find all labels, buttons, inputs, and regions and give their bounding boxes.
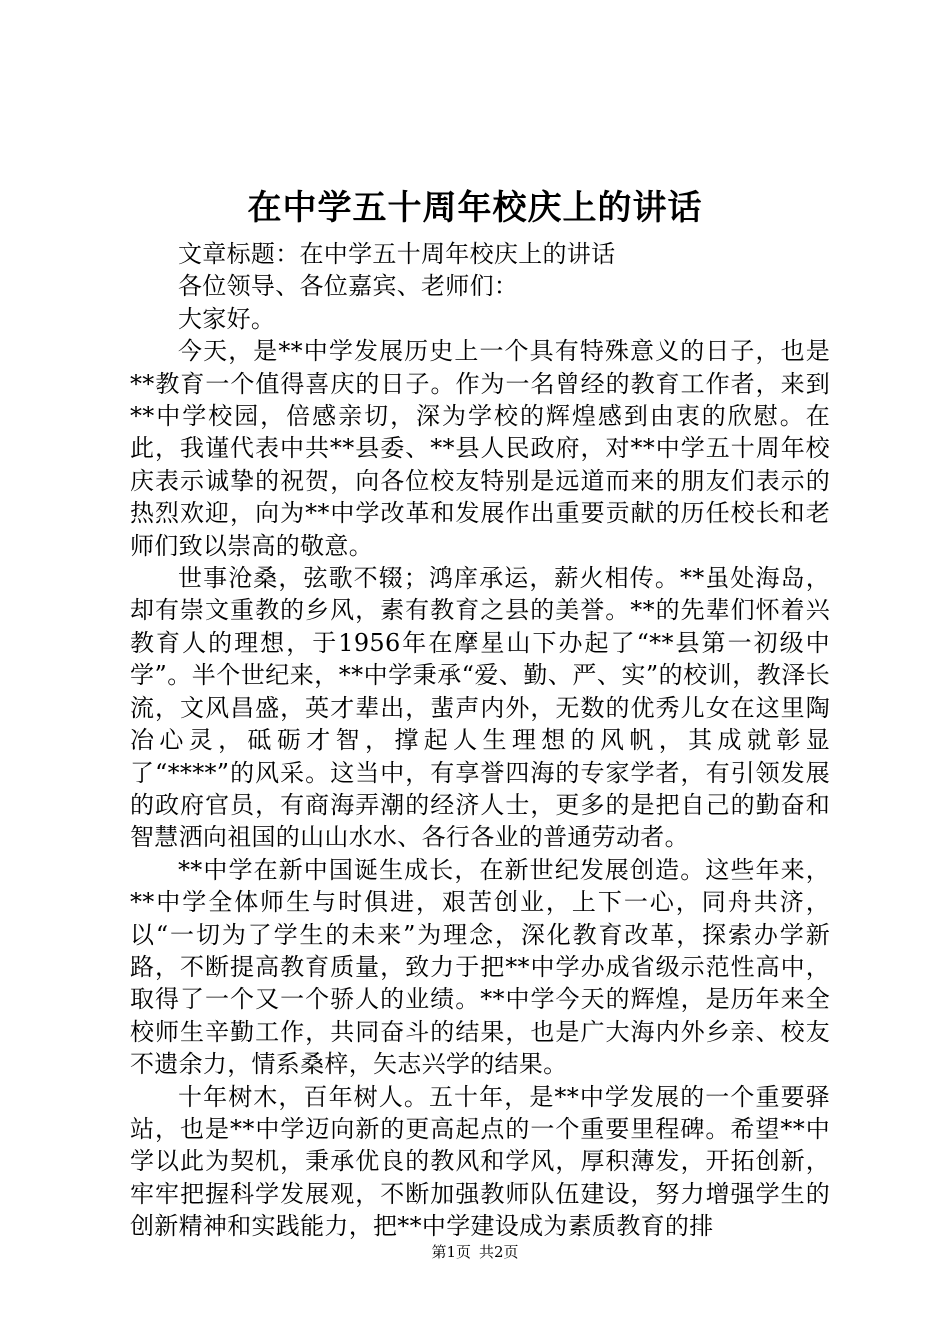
paragraph: **中学在新中国诞生成长，在新世纪发展创造。这些年来，**中学全体师生与时俱进，艰苦创业，上下一心，同舟共济，以“一切为了学生的未来”为理念，深化教育改革，探索办学新路，不断提高教育质量，致力于把**中学办成省级示范性高中，取得了一个又一个骄人的业绩。**中学今天的辉煌，是历年来全校师生辛勤工作，共同奋斗的结果，也是广大海内外乡亲、校友不遗余力，情系桑梓，矢志兴学的结果。 (130, 855, 830, 1079)
salutation: 各位领导、各位嘉宾、老师们： (178, 272, 519, 301)
paragraph: 今天，是**中学发展历史上一个具有特殊意义的日子，也是**教育一个值得喜庆的日子。作为一名曾经的教育工作者，来到**中学校园，倍感亲切，深为学校的辉煌感到由衷的欣慰。在此，我谨代表中共**县委、**县人民政府，对**中学五十周年校庆表示诚挚的祝贺，向各位校友特别是远道而来的朋友们表示的热烈欢迎，向为**中学改革和发展作出重要贡献的历任校长和老师们致以崇高的敬意。 (130, 337, 830, 560)
article-title-line: 文章标题：在中学五十周年校庆上的讲话 (178, 240, 616, 268)
greeting: 大家好。 (178, 304, 276, 333)
document-title: 在中学五十周年校庆上的讲话 (247, 188, 703, 228)
paragraph: 世事沧桑，弦歌不辍；鸿庠承运，薪火相传。**虽处海岛，却有崇文重教的乡风，素有教育之县的美誉。**的先辈们怀着兴教育人的理想，于1956年在摩星山下办起了“**县第一初级中学”。半个世纪来，**中学秉承“爱、勤、严、实”的校训，教泽长流，文风昌盛，英才辈出，蜚声内外，无数的优秀儿女在这里陶冶心灵，砥砺才智，撑起人生理想的风帆，其成就彰显了“****”的风采。这当中，有享誉四海的专家学者，有引领发展的政府官员，有商海弄潮的经济人士，更多的是把自己的勤奋和智慧洒向祖国的山山水水、各行各业的普通劳动者。 (130, 564, 830, 852)
document-body (130, 238, 830, 1243)
page-number: 第1页 (431, 1243, 471, 1261)
page-total: 共2页 (479, 1243, 519, 1261)
page-footer (0, 1242, 950, 1262)
paragraph: 十年树木，百年树人。五十年，是**中学发展的一个重要驿站，也是**中学迈向新的更高起点的一个重要里程碑。希望**中学以此为契机，秉承优良的教风和学风，厚积薄发，开拓创新，牢牢把握科学发展观，不断加强教师队伍建设，努力增强学生的创新精神和实践能力，把**中学建设成为素质教育的排 (130, 1082, 830, 1241)
